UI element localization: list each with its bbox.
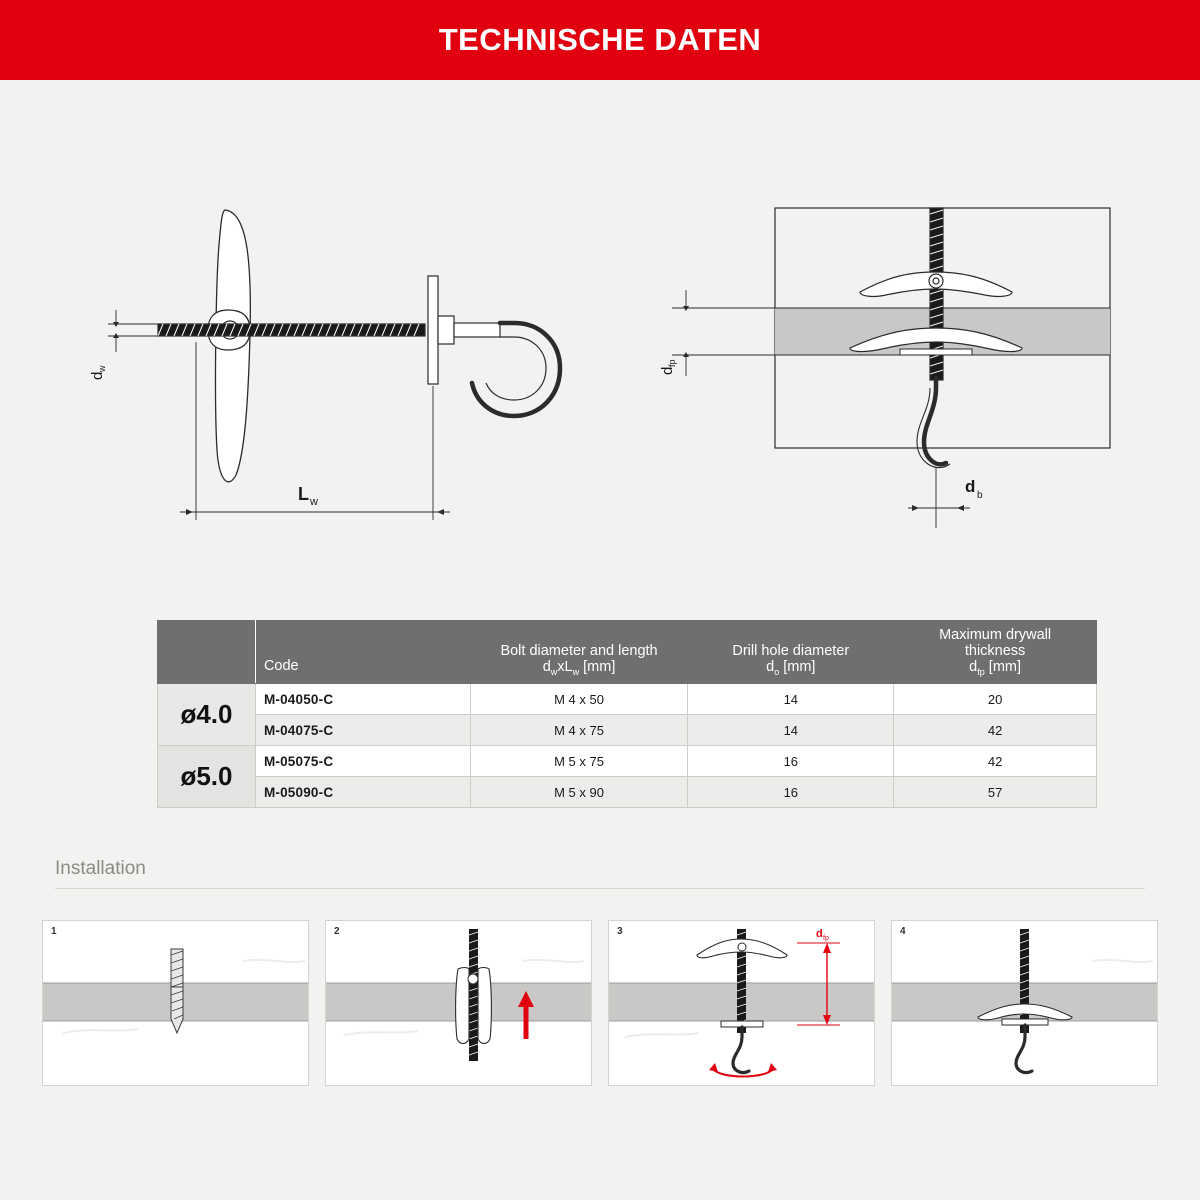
table-row <box>158 715 1097 746</box>
cell-bolt: M 4 x 50 <box>470 684 688 715</box>
svg-text:b: b <box>977 490 983 501</box>
label-db: d <box>965 477 976 496</box>
th-thickness <box>894 621 1097 684</box>
th-thickness-line3: $d_{fp}$ [mm] <box>969 659 1022 678</box>
step3-dim-label: d <box>816 928 823 940</box>
step-number: 3 <box>617 926 623 937</box>
step-number: 1 <box>51 926 57 937</box>
cell-drill: 14 <box>688 715 894 746</box>
table-row <box>158 777 1097 808</box>
installation-step-4 <box>891 920 1158 1086</box>
step-number: 2 <box>334 926 340 937</box>
step-1-drawing <box>43 921 309 1086</box>
page-title: TECHNISCHE DATEN <box>438 22 762 57</box>
svg-text:w: w <box>97 365 107 372</box>
technical-drawings <box>0 80 1200 615</box>
th-thickness-line1: Maximum drywall <box>939 627 1052 643</box>
cell-diameter-group: ø4.0 <box>158 684 256 746</box>
installation-step-3 <box>608 920 875 1086</box>
step-number: 4 <box>900 926 906 937</box>
cell-drill: 16 <box>688 746 894 777</box>
label-lw: L <box>298 484 309 504</box>
drawings-svg <box>0 80 1200 615</box>
installation-heading: Installation <box>55 858 146 879</box>
th-code: Code <box>255 621 470 684</box>
cell-code: M-05090-C <box>255 777 470 808</box>
technical-data-table <box>157 620 1097 808</box>
installation-step-2 <box>325 920 592 1086</box>
cell-thickness: 42 <box>894 715 1097 746</box>
svg-text:fp: fp <box>823 935 829 942</box>
step-4-drawing <box>892 921 1158 1086</box>
installation-step-1 <box>42 920 309 1086</box>
th-thickness-line2: thickness <box>964 643 1026 660</box>
cell-drill: 16 <box>688 777 894 808</box>
table-row <box>158 746 1097 777</box>
installation-divider <box>55 888 1145 889</box>
label-dw: d <box>89 371 106 380</box>
cell-thickness: 42 <box>894 746 1097 777</box>
cell-bolt: M 5 x 90 <box>470 777 688 808</box>
header-bar <box>0 0 1200 80</box>
cell-drill: 14 <box>688 684 894 715</box>
cell-code: M-05075-C <box>255 746 470 777</box>
label-dfp: d <box>659 366 676 375</box>
th-bolt <box>470 621 688 684</box>
cell-bolt: M 4 x 75 <box>470 715 688 746</box>
svg-text:fp: fp <box>667 359 677 367</box>
th-drill-line2: $d_o$ [mm] <box>766 659 816 678</box>
cell-thickness: 20 <box>894 684 1097 715</box>
installation-steps <box>42 920 1158 1086</box>
step-2-drawing <box>326 921 592 1086</box>
cell-code: M-04050-C <box>255 684 470 715</box>
table-header-row <box>158 621 1097 684</box>
th-bolt-line2: $d_wxL_w$ [mm] <box>542 659 616 678</box>
th-bolt-line1: Bolt diameter and length <box>500 643 658 660</box>
cell-diameter-group: ø5.0 <box>158 746 256 808</box>
th-drill-line1: Drill hole diameter <box>732 643 850 660</box>
table-row <box>158 684 1097 715</box>
th-diameter <box>158 621 256 684</box>
svg-text:w: w <box>310 496 318 508</box>
cell-thickness: 57 <box>894 777 1097 808</box>
step-3-drawing <box>609 921 875 1086</box>
cell-bolt: M 5 x 75 <box>470 746 688 777</box>
th-drill <box>688 621 894 684</box>
cell-code: M-04075-C <box>255 715 470 746</box>
